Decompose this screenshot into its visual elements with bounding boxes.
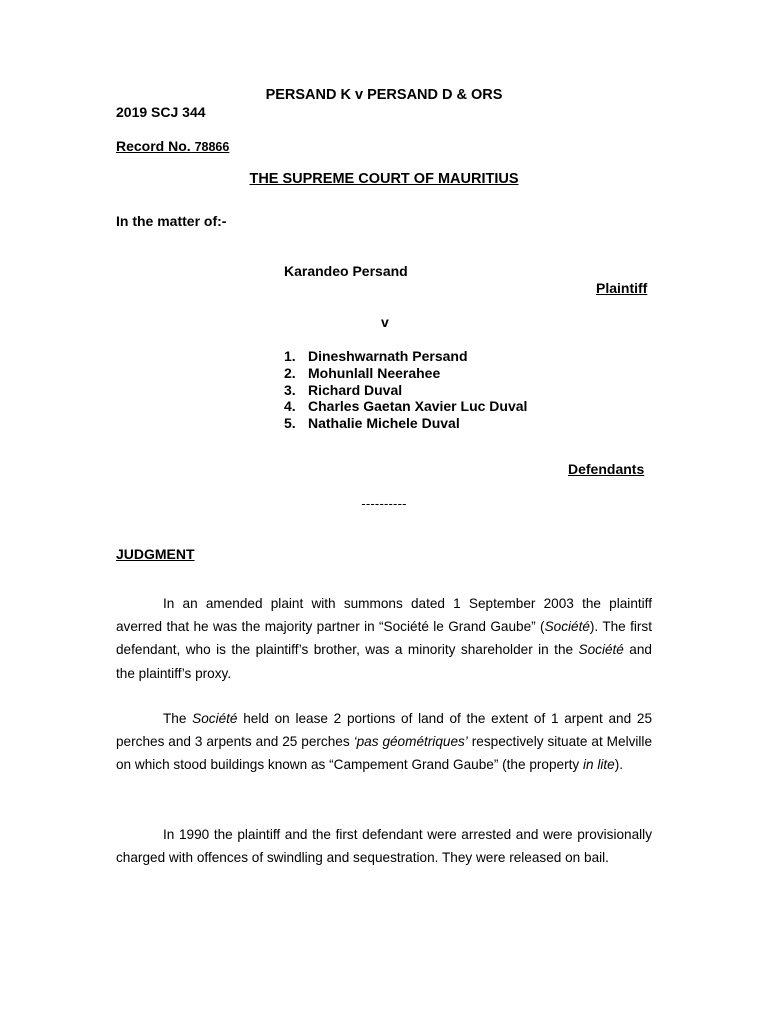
text-run: held on lease 2 portions of land of the extent of 1 arpent and 25 perches and 3 arpents and 25 perches [116,711,652,750]
judgment-paragraph [116,707,652,777]
record-number-line [116,139,229,154]
defendant-number: 3. [284,381,296,398]
italic-text-run: in lite [582,757,615,773]
record-number: 78866 [194,140,230,154]
defendant-number: 4. [284,398,296,415]
defendant-item [284,382,527,399]
text-run: ). The first defendant, who is the plaintiff’s brother, was a minority shareholder in the [116,619,652,658]
defendant-name: Nathalie Michele Duval [308,415,460,432]
text-run: and the plaintiff’s proxy. [116,642,652,681]
section-separator: ---------- [361,496,407,511]
versus-label: v [381,314,389,330]
defendants-list [284,348,527,432]
defendant-item [284,348,527,365]
defendant-name: Dineshwarnath Persand [308,348,468,364]
defendant-number: 2. [284,364,296,381]
judgment-paragraph [116,823,652,869]
italic-text-run: Société [578,642,624,658]
text-run: In 1990 the plaintiff and the first defendant were arrested and were provisionally charged with offences of swindling and sequestration. They were released on bail. [116,827,652,866]
defendant-number: 5. [284,415,296,432]
case-citation: 2019 SCJ 344 [116,104,206,120]
defendant-item [284,365,527,382]
text-run: In an amended plaint with summons dated 1 September 2003 the plaintiff averred that he was the majority partner in “Société le Grand Gaube” ( [116,596,652,635]
court-name: THE SUPREME COURT OF MAURITIUS [249,171,519,187]
plaintiff-name: Karandeo Persand [284,263,408,279]
matter-label: In the matter of:- [116,213,227,229]
italic-text-run: Société [544,619,590,635]
case-title: PERSAND K v PERSAND D & ORS [265,87,503,103]
defendant-name: Richard Duval [308,381,403,398]
plaintiff-role: Plaintiff [596,280,648,296]
text-run: ). [614,757,624,773]
defendant-item [284,415,527,432]
judgment-heading: JUDGMENT [116,546,195,562]
record-label: Record No. [116,138,191,154]
italic-text-run: Société [192,711,238,726]
text-run: The [163,711,193,726]
defendant-number: 1. [284,348,296,364]
defendant-name: Mohunlall Neerahee [308,364,441,381]
defendant-item [284,398,527,415]
defendant-name: Charles Gaetan Xavier Luc Duval [308,398,528,415]
italic-text-run: ‘pas géométriques’ [353,734,468,750]
text-run: respectively situate at Melville on which stood buildings known as “Campement Grand Gaube” (the property [116,734,653,773]
judgment-paragraph [116,592,652,685]
defendants-role: Defendants [568,461,645,477]
